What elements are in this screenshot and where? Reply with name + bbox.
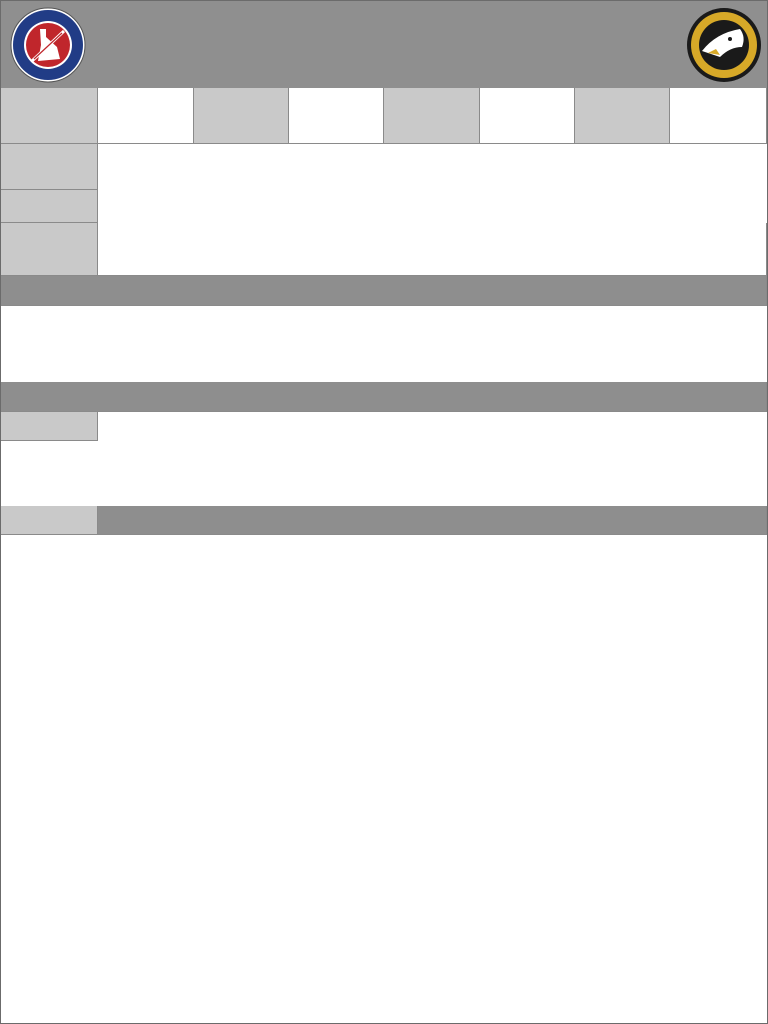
opord-value bbox=[480, 88, 575, 144]
callsign-label bbox=[575, 88, 670, 144]
hour-label bbox=[194, 88, 289, 144]
hour-value bbox=[289, 88, 384, 144]
airfield-title bbox=[98, 382, 766, 411]
waypoints-title bbox=[98, 506, 766, 534]
airfield-header-spacer bbox=[1, 412, 98, 441]
primary-objective-text bbox=[98, 223, 767, 276]
told-title bbox=[98, 276, 766, 305]
fighter-wing-logo-icon bbox=[10, 7, 86, 83]
date-value bbox=[98, 88, 194, 144]
my-flight-label bbox=[1, 190, 98, 223]
card-header bbox=[1, 1, 767, 88]
waypoints-band bbox=[98, 506, 767, 535]
told-band bbox=[1, 276, 767, 306]
waypoints-band-left bbox=[1, 506, 98, 535]
primary-obj-label bbox=[1, 223, 98, 276]
fighter-squadron-logo-icon bbox=[686, 7, 762, 83]
opord-label bbox=[384, 88, 480, 144]
callsign-value bbox=[670, 88, 767, 144]
airfield-band bbox=[1, 382, 767, 412]
flight-header-spacer bbox=[1, 144, 98, 190]
date-label bbox=[1, 88, 98, 144]
